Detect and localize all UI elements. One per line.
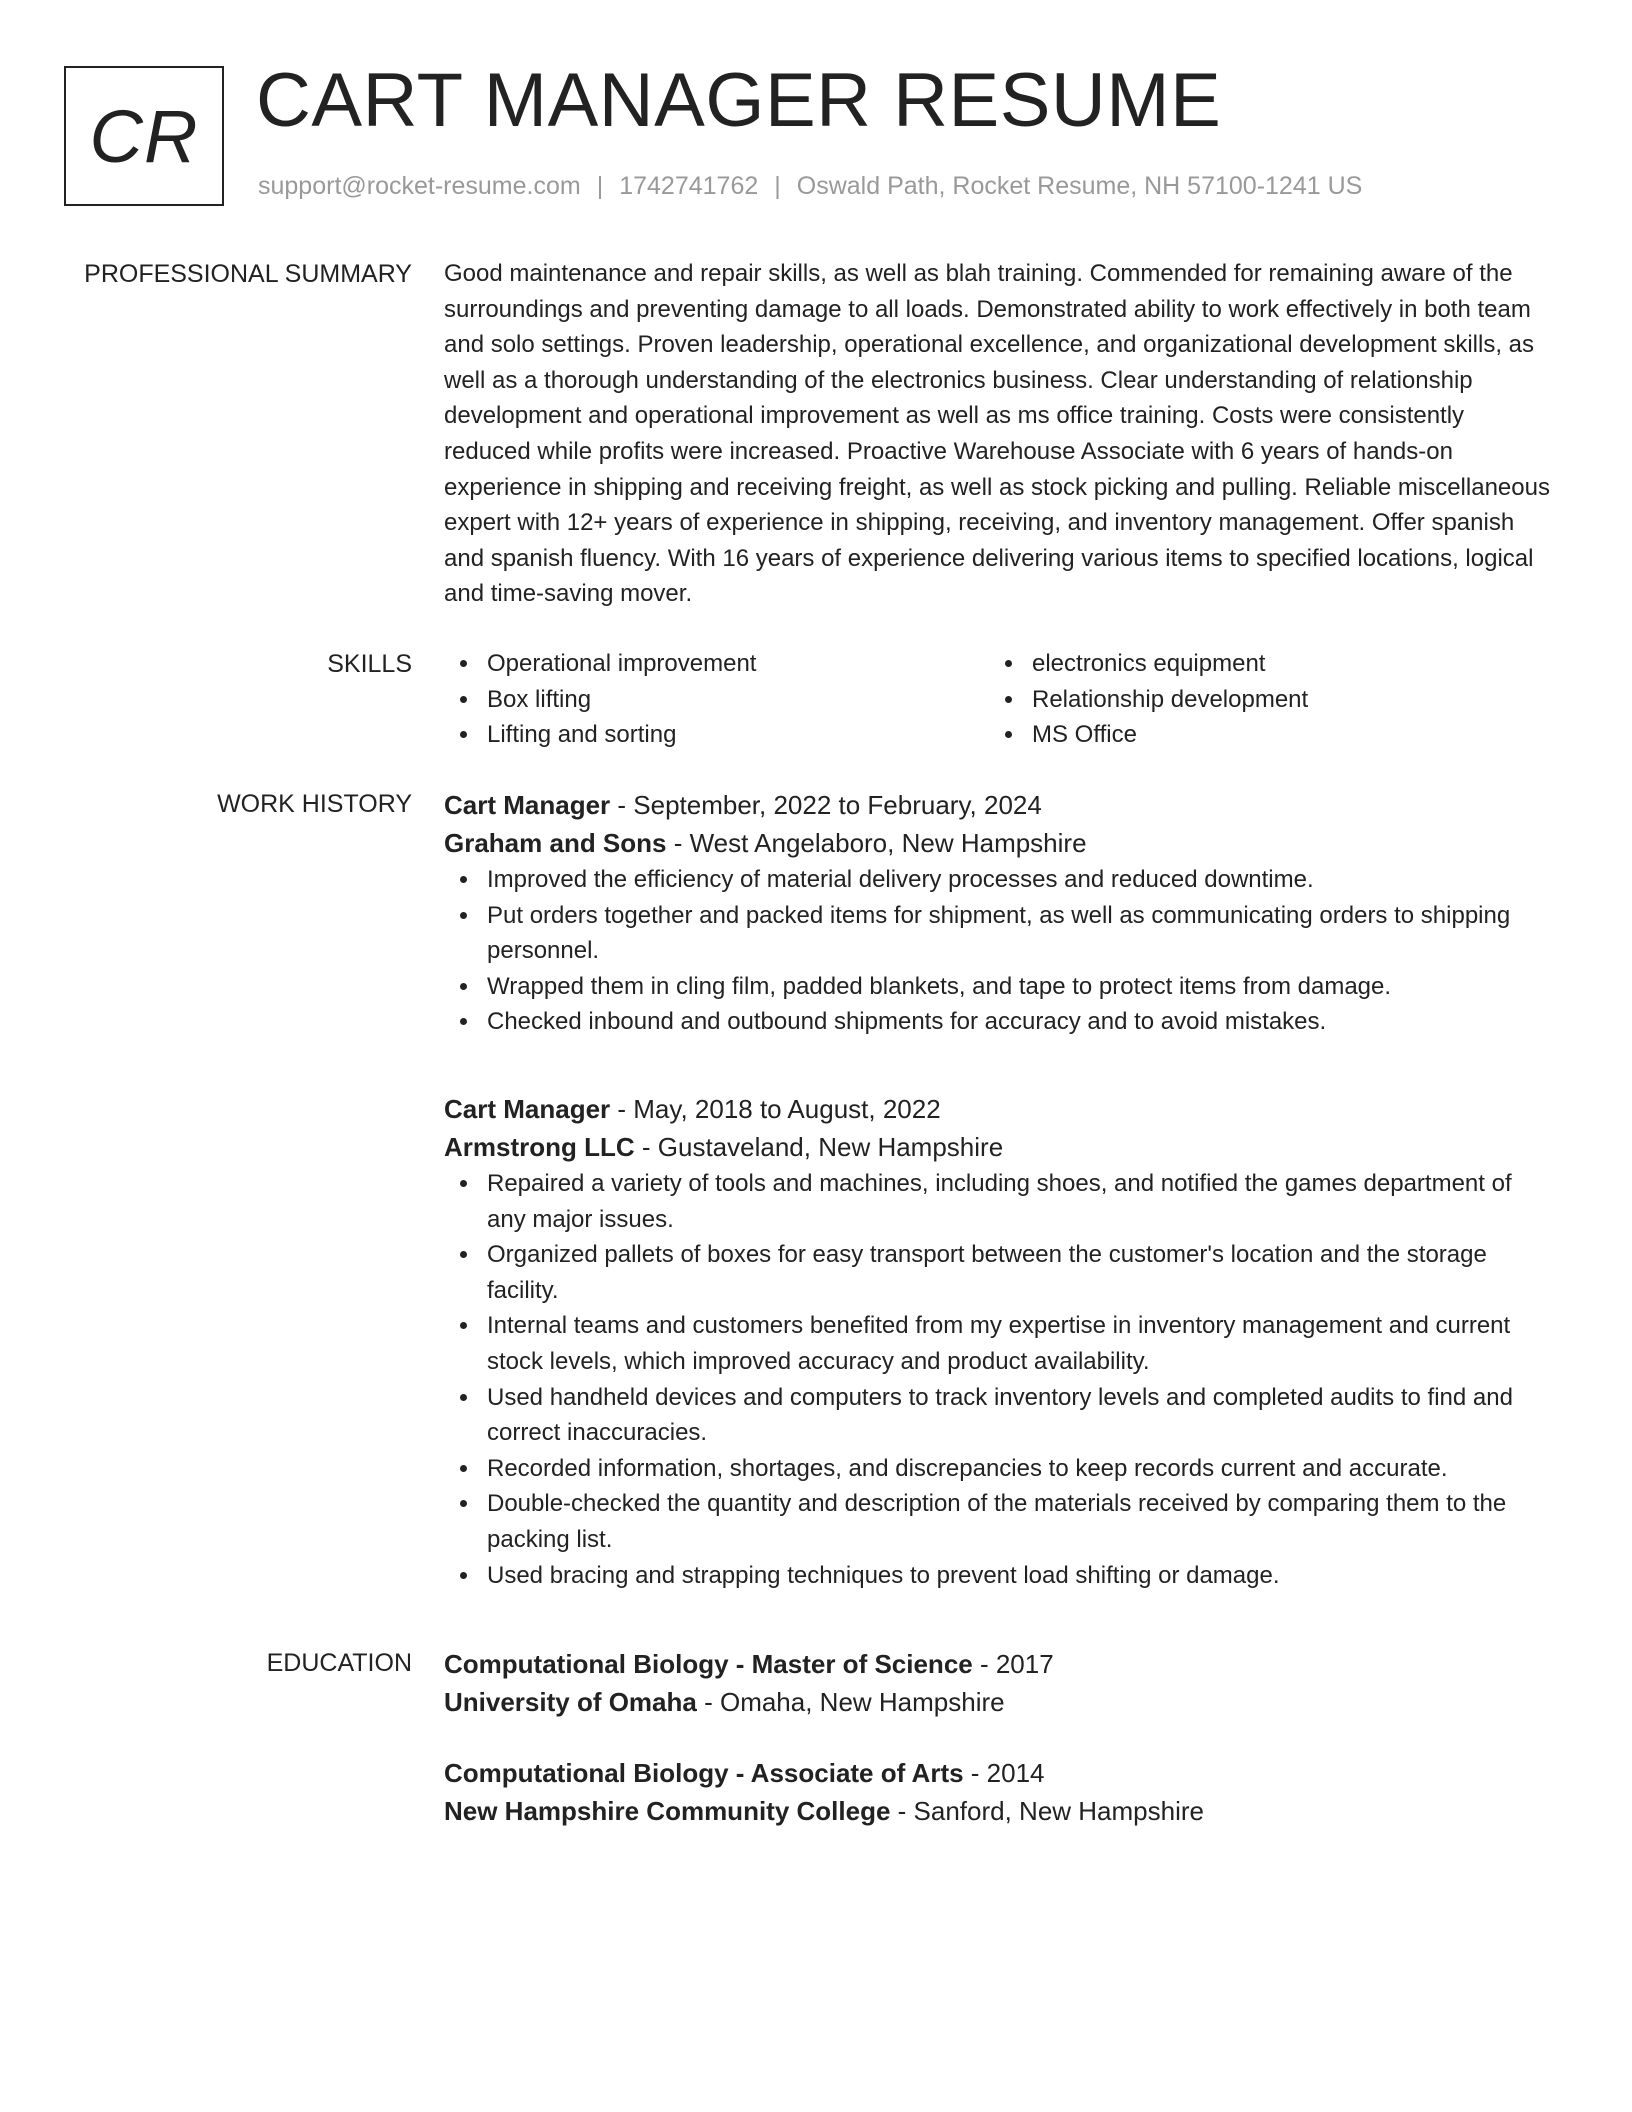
contact-separator: |: [774, 172, 781, 200]
education-school: University of Omaha: [444, 1687, 697, 1717]
education-degree: Computational Biology - Master of Science: [444, 1649, 973, 1679]
skill-item: electronics equipment: [989, 646, 1534, 682]
section-label-summary: PROFESSIONAL SUMMARY: [84, 260, 412, 288]
education-body: [444, 1645, 1554, 1830]
job-dates: - May, 2018 to August, 2022: [610, 1094, 941, 1124]
contact-separator: |: [596, 172, 604, 200]
job-entry: [444, 1090, 1554, 1593]
skills-grid: [444, 646, 1554, 753]
skills-list-left: [444, 646, 989, 753]
job-company: Graham and Sons: [444, 828, 667, 858]
job-title-line: [444, 1090, 1554, 1128]
education-location: - Omaha, New Hampshire: [696, 1687, 1005, 1717]
skill-item: Operational improvement: [444, 646, 989, 682]
section-label-education: EDUCATION: [266, 1649, 412, 1677]
education-year: - 2017: [972, 1649, 1054, 1679]
skill-item: MS Office: [989, 717, 1534, 753]
job-company-line: [444, 824, 1554, 862]
section-label-skills: SKILLS: [327, 650, 412, 678]
job-bullet: Used bracing and strapping techniques to prevent load shifting or damage.: [444, 1558, 1554, 1594]
skills-body: [444, 646, 1554, 753]
monogram-logo: CR: [64, 66, 224, 206]
job-dates: - September, 2022 to February, 2024: [610, 790, 1042, 820]
job-bullet: Used handheld devices and computers to track inventory levels and completed audits to find and correct inaccuracies.: [444, 1380, 1554, 1451]
contact-phone[interactable]: 1742741762: [619, 172, 759, 200]
education-entry: [444, 1645, 1554, 1721]
contact-email[interactable]: support@rocket-resume.com: [258, 172, 581, 200]
education-degree-line: [444, 1754, 1554, 1792]
education-school-line: [444, 1792, 1554, 1830]
job-bullets: [444, 1166, 1554, 1593]
job-bullet: Checked inbound and outbound shipments for accuracy and to avoid mistakes.: [444, 1004, 1554, 1040]
skill-item: Box lifting: [444, 682, 989, 718]
job-bullet: Wrapped them in cling film, padded blankets, and tape to protect items from damage.: [444, 969, 1554, 1005]
job-bullets: [444, 862, 1554, 1040]
job-company: Armstrong LLC: [444, 1132, 635, 1162]
education-location: - Sanford, New Hampshire: [890, 1796, 1204, 1826]
contact-line: [258, 172, 1362, 201]
job-bullet: Put orders together and packed items for shipment, as well as communicating orders to shipping personnel.: [444, 898, 1554, 969]
contact-address: Oswald Path, Rocket Resume, NH 57100-1241 US: [796, 172, 1363, 200]
skill-item: Lifting and sorting: [444, 717, 989, 753]
job-company-line: [444, 1128, 1554, 1166]
work-body: [444, 786, 1554, 1040]
job-title: Cart Manager: [444, 1094, 611, 1124]
education-degree-line: [444, 1645, 1554, 1683]
job-bullet: Double-checked the quantity and description of the materials received by comparing them to the packing list.: [444, 1486, 1554, 1557]
job-location: - Gustaveland, New Hampshire: [634, 1132, 1004, 1162]
education-year: - 2014: [963, 1758, 1045, 1788]
job-bullet: Recorded information, shortages, and discrepancies to keep records current and accurate.: [444, 1451, 1554, 1487]
job-bullet: Improved the efficiency of material delivery processes and reduced downtime.: [444, 862, 1554, 898]
job-bullet: Repaired a variety of tools and machines, including shoes, and notified the games department of any major issues.: [444, 1166, 1554, 1237]
job-location: - West Angelaboro, New Hampshire: [666, 828, 1087, 858]
job-title-line: [444, 786, 1554, 824]
job-entry: [444, 786, 1554, 1040]
education-degree: Computational Biology - Associate of Arts: [444, 1758, 964, 1788]
education-school: New Hampshire Community College: [444, 1796, 891, 1826]
job-bullet: Organized pallets of boxes for easy transport between the customer's location and the storage facility.: [444, 1237, 1554, 1308]
education-school-line: [444, 1683, 1554, 1721]
summary-body: [444, 256, 1554, 612]
section-label-work: WORK HISTORY: [217, 790, 412, 818]
job-bullet: Internal teams and customers benefited from my expertise in inventory management and current stock levels, which improved accuracy and product availability.: [444, 1308, 1554, 1379]
page-title: CART MANAGER RESUME: [256, 58, 1222, 143]
job-title: Cart Manager: [444, 790, 611, 820]
skill-item: Relationship development: [989, 682, 1534, 718]
skills-list-right: [989, 646, 1534, 753]
work-body: [444, 1090, 1554, 1593]
summary-text: Good maintenance and repair skills, as well as blah training. Commended for remaining aware of the surroundings and preventing damage to all loads. Demonstrated ability to work effectively in both team and solo settings. Proven leadership, operational excellence, and organizational development skills, as well as a thorough understanding of the electronics business. Clear understanding of relationship development and operational improvement as well as ms office training. Costs were consistently reduced while profits were increased. Proactive Warehouse Associate with 6 years of hands-on experience in shipping and receiving freight, as well as stock picking and pulling. Reliable miscellaneous expert with 12+ years of experience in shipping, receiving, and inventory management. Offer spanish and spanish fluency. With 16 years of experience delivering various items to specified locations, logical and time-saving mover.: [444, 260, 1550, 608]
education-entry: [444, 1754, 1554, 1830]
